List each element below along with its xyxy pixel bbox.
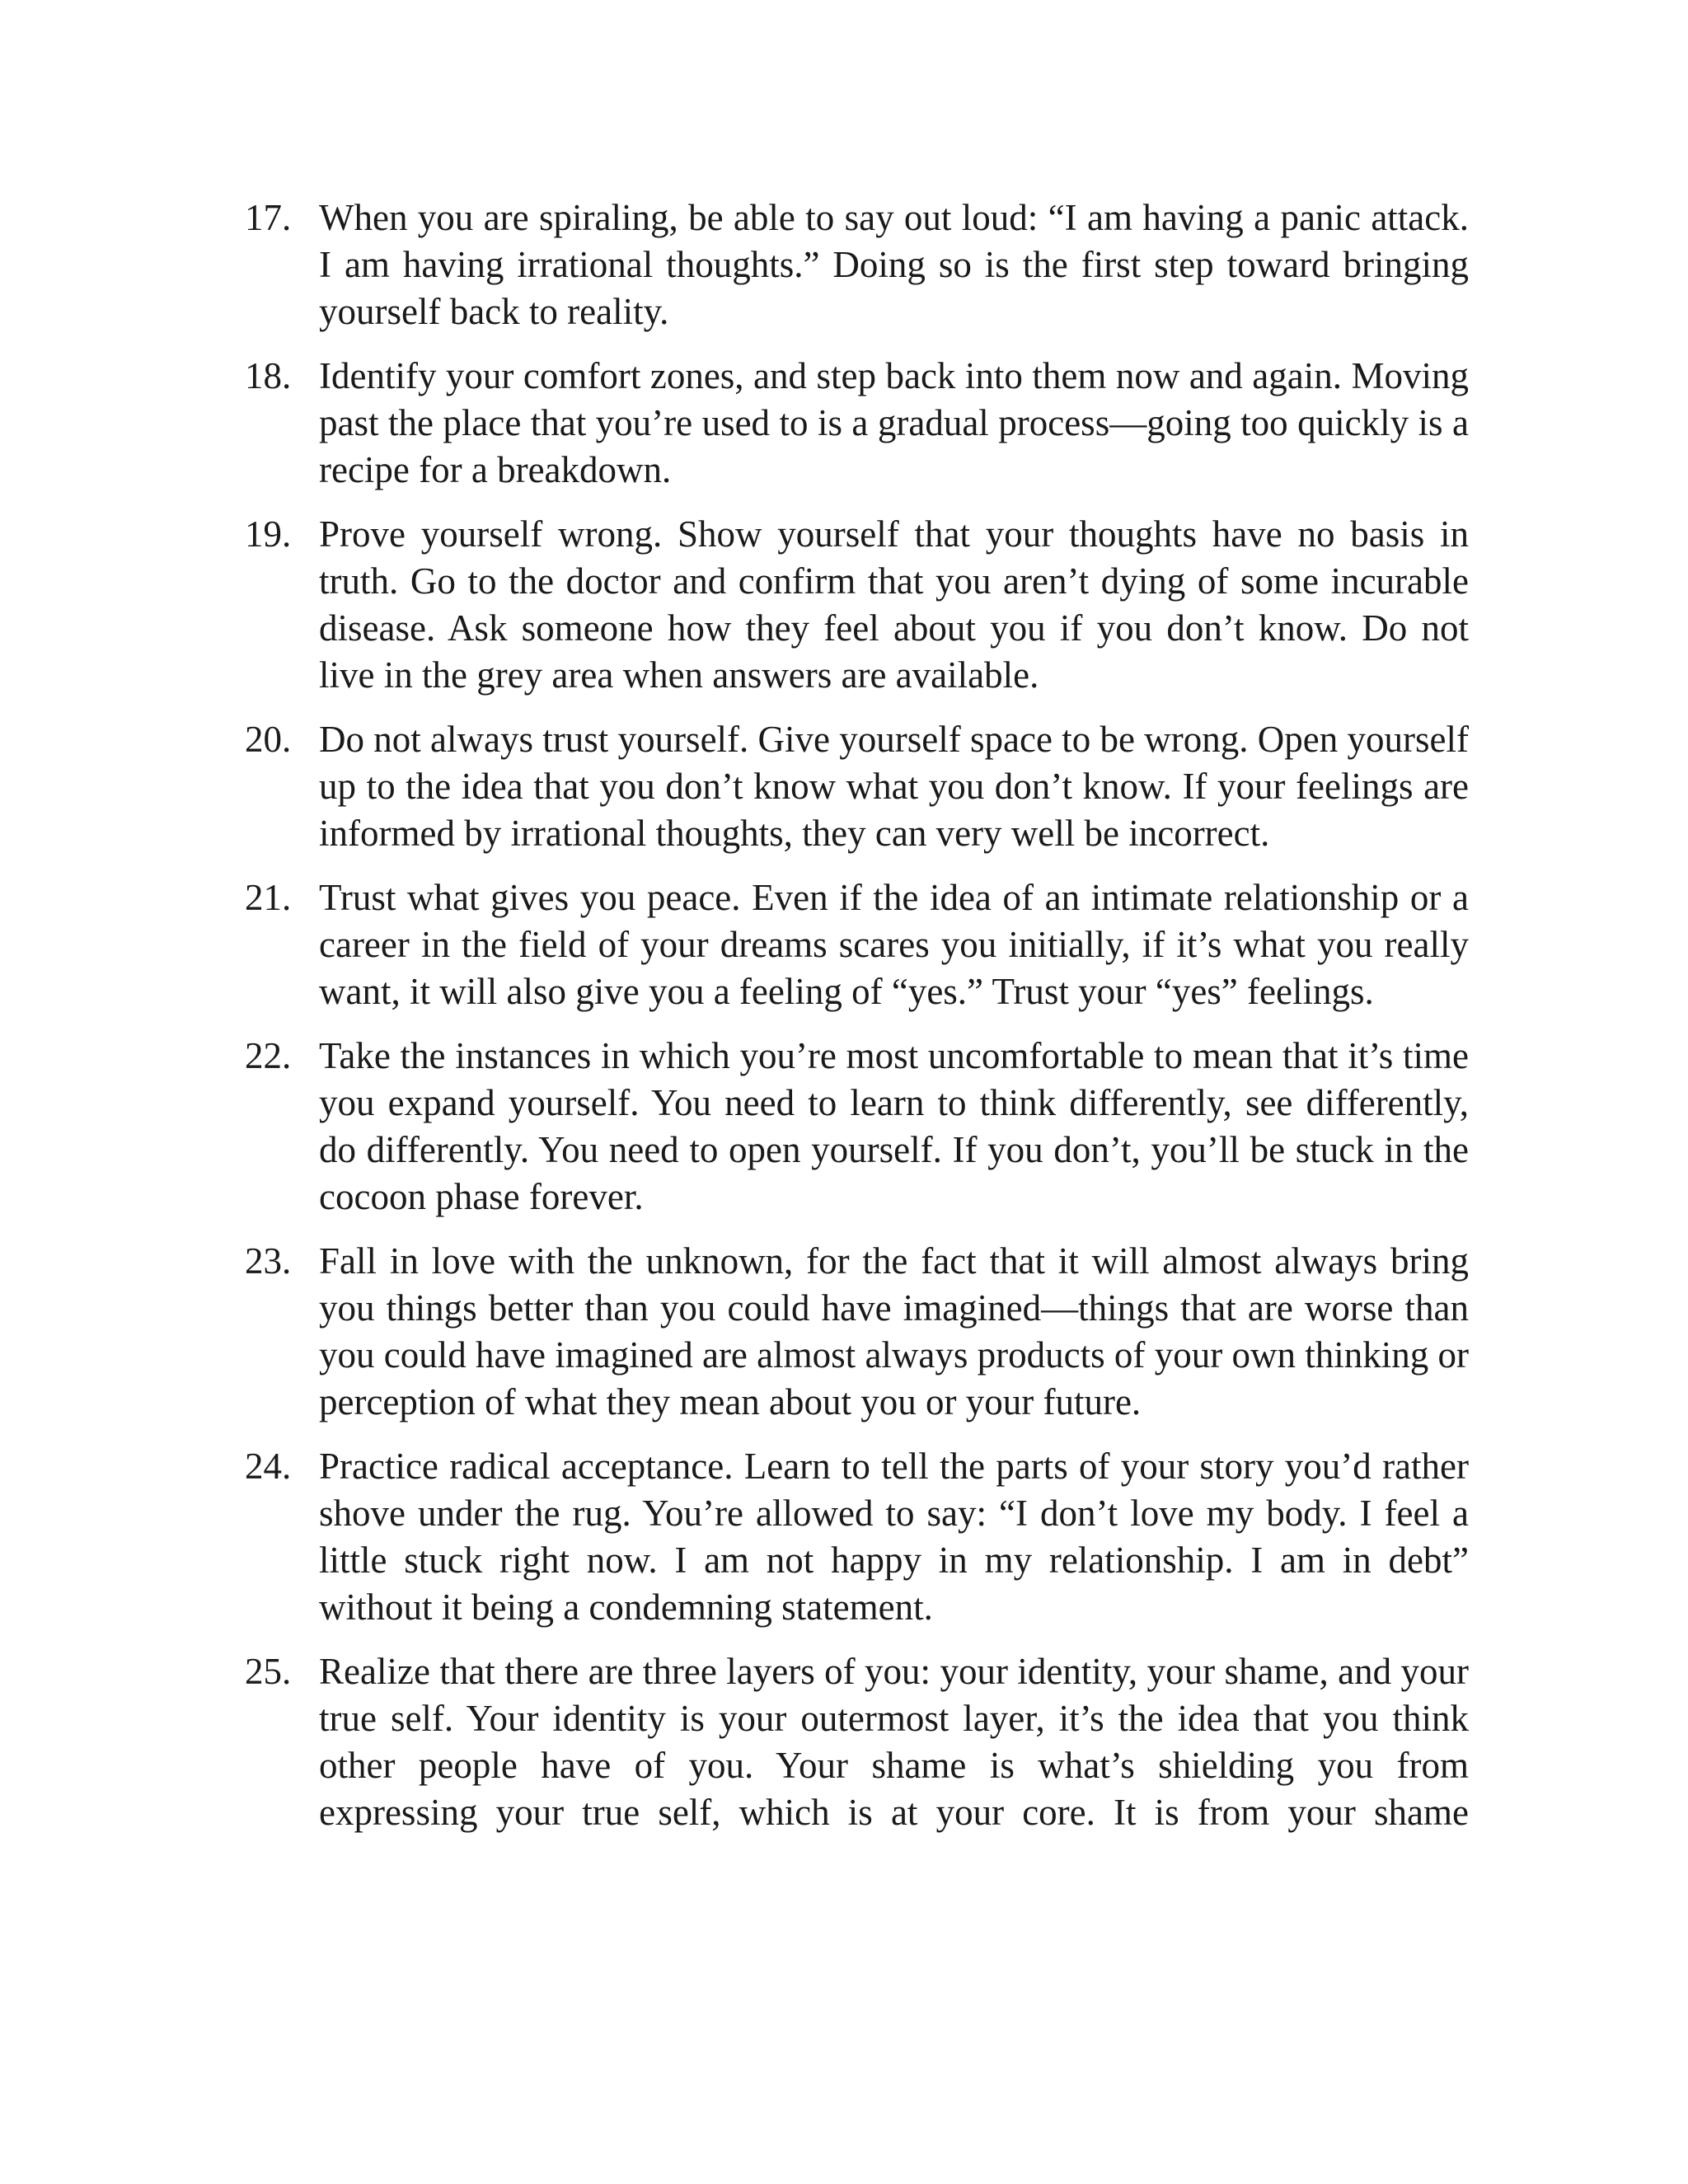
- item-text: When you are spiraling, be able to say out loud: “I am having a panic attack. I am having irrational thoughts.” Doing so is the first step toward bringing yourself back to reality.: [319, 197, 1469, 332]
- list-item: [245, 1648, 1469, 1836]
- item-number: 21.: [245, 877, 292, 918]
- item-text: Do not always trust yourself. Give yourself space to be wrong. Open yourself up to the idea that you don’t know what you don’t know. If your feelings are informed by irrational thoughts, they can very well be incorrect.: [319, 719, 1469, 854]
- list-item: [245, 1033, 1469, 1221]
- numbered-list: [245, 194, 1469, 1854]
- list-item: [245, 1238, 1469, 1426]
- item-text: Practice radical acceptance. Learn to tell the parts of your story you’d rather shove under the rug. You’re allowed to say: “I don’t love my body. I feel a little stuck right now. I am not happy in my relationship. I am in debt” without it being a condemning statement.: [319, 1446, 1469, 1628]
- item-number: 23.: [245, 1240, 292, 1282]
- item-number: 20.: [245, 719, 292, 760]
- item-number: 24.: [245, 1446, 292, 1487]
- item-number: 25.: [245, 1651, 292, 1692]
- list-item: [245, 511, 1469, 699]
- item-text: Prove yourself wrong. Show yourself that your thoughts have no basis in truth. Go to the doctor and confirm that you aren’t dying of some incurable disease. Ask someone how they feel about you if you don’t know. Do not live in the grey area when answers are available.: [319, 513, 1469, 696]
- item-number: 19.: [245, 513, 292, 555]
- list-item: [245, 874, 1469, 1015]
- item-number: 18.: [245, 355, 292, 396]
- list-item: [245, 1443, 1469, 1631]
- item-text: Realize that there are three layers of you: your identity, your shame, and your true self. Your identity is your outermost layer, it’s the idea that you think other people have of you. Your shame is what’s shielding you from expressing your true self, which is at your core. It is from your shame: [319, 1651, 1469, 1833]
- item-number: 22.: [245, 1035, 292, 1076]
- item-text: Identify your comfort zones, and step back into them now and again. Moving past the place that you’re used to is a gradual process—going too quickly is a recipe for a breakdown.: [319, 355, 1469, 490]
- item-text: Take the instances in which you’re most uncomfortable to mean that it’s time you expand yourself. You need to learn to think differently, see differently, do differently. You need to open yourself. If you don’t, you’ll be stuck in the cocoon phase forever.: [319, 1035, 1469, 1217]
- item-number: 17.: [245, 197, 292, 238]
- list-item: [245, 353, 1469, 494]
- list-item: [245, 194, 1469, 335]
- list-item: [245, 716, 1469, 857]
- item-text: Fall in love with the unknown, for the fact that it will almost always bring you things better than you could have imagined—things that are worse than you could have imagined are almost always products of your own thinking or perception of what they mean about you or your future.: [319, 1240, 1469, 1422]
- item-text: Trust what gives you peace. Even if the idea of an intimate relationship or a career in the field of your dreams scares you initially, if it’s what you really want, it will also give you a feeling of “yes.” Trust your “yes” feelings.: [319, 877, 1469, 1012]
